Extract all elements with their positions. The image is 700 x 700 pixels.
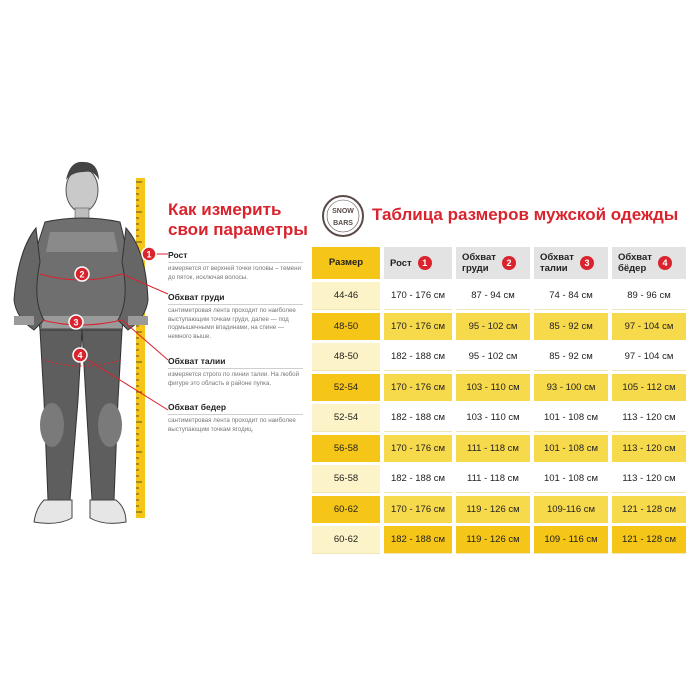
- table-row: [312, 496, 686, 523]
- measure-heading-line1: Как измерить: [168, 200, 282, 219]
- table-cell: 182 - 188 см: [384, 465, 452, 493]
- table-cell: 95 - 102 см: [456, 343, 530, 371]
- header-chest: Обхват груди 2: [456, 247, 530, 279]
- table-cell: 121 - 128 см: [612, 496, 686, 523]
- svg-text:2: 2: [79, 269, 85, 280]
- table-row: [312, 404, 686, 432]
- note-chest-text: сантиметровая лента проходит по наиболее выступающим точкам груди, далее — под подмышечными впадинами, на спине — немного выше.: [168, 307, 296, 340]
- table-cell: 85 - 92 см: [534, 313, 608, 340]
- table-cell: 111 - 118 см: [456, 465, 530, 493]
- table-cell: 60-62: [312, 526, 380, 554]
- note-height-title: Рост: [168, 250, 303, 263]
- table-row: [312, 282, 686, 310]
- table-cell: 170 - 176 см: [384, 374, 452, 401]
- header-height: Рост 1: [384, 247, 452, 279]
- table-title: Таблица размеров мужской одежды: [372, 205, 679, 224]
- table-cell: 103 - 110 см: [456, 404, 530, 432]
- table-cell: 93 - 100 см: [534, 374, 608, 401]
- table-cell: 109-116 см: [534, 496, 608, 523]
- note-hips-text: сантиметровая лента проходит по наиболее выступающим точкам ягодиц.: [168, 417, 296, 433]
- table-cell: 95 - 102 см: [456, 313, 530, 340]
- logo-line2: BARS: [333, 220, 353, 227]
- figure-head: [66, 162, 99, 220]
- table-cell: 44-46: [312, 282, 380, 310]
- table-cell: 56-58: [312, 465, 380, 493]
- note-chest-title: Обхват груди: [168, 292, 303, 305]
- header-hips: Обхват бёдер 4: [612, 247, 686, 279]
- note-waist-text: измеряется строго по линии талии. На любой фигуре это область в районе пупка.: [168, 371, 300, 387]
- table-cell: 182 - 188 см: [384, 404, 452, 432]
- table-cell: 109 - 116 см: [534, 526, 608, 554]
- table-row: [312, 435, 686, 462]
- figure-shoes: [34, 500, 126, 523]
- table-cell: 111 - 118 см: [456, 435, 530, 462]
- table-row: [312, 343, 686, 371]
- table-cell: 87 - 94 см: [456, 282, 530, 310]
- table-cell: 170 - 176 см: [384, 282, 452, 310]
- table-cell: 48-50: [312, 313, 380, 340]
- note-height-text: измеряется от верхней точки головы – темени до пяток, исключая волосы.: [168, 265, 301, 281]
- table-cell: 182 - 188 см: [384, 526, 452, 554]
- table-cell: 52-54: [312, 374, 380, 401]
- table-cell: 56-58: [312, 435, 380, 462]
- measure-heading-line2: свои параметры: [168, 220, 308, 239]
- table-row: [312, 526, 686, 554]
- table-cell: 170 - 176 см: [384, 313, 452, 340]
- table-cell: 119 - 126 см: [456, 496, 530, 523]
- table-cell: 105 - 112 см: [612, 374, 686, 401]
- table-cell: 89 - 96 см: [612, 282, 686, 310]
- table-cell: 97 - 104 см: [612, 313, 686, 340]
- logo-line1: SNOW: [332, 208, 354, 215]
- table-cell: 52-54: [312, 404, 380, 432]
- table-cell: 85 - 92 см: [534, 343, 608, 371]
- table-row: [312, 313, 686, 340]
- table-cell: 97 - 104 см: [612, 343, 686, 371]
- table-cell: 182 - 188 см: [384, 343, 452, 371]
- header-size: Размер: [312, 247, 380, 279]
- table-row: [312, 465, 686, 493]
- note-hips: [168, 402, 303, 434]
- svg-text:3: 3: [73, 317, 79, 328]
- measure-heading: [168, 200, 318, 240]
- height-ruler: [136, 178, 145, 518]
- note-waist-title: Обхват талии: [168, 356, 303, 369]
- table-cell: 113 - 120 см: [612, 465, 686, 493]
- snow-bars-logo: [321, 194, 365, 238]
- table-cell: 103 - 110 см: [456, 374, 530, 401]
- table-cell: 121 - 128 см: [612, 526, 686, 554]
- svg-text:1: 1: [146, 249, 152, 260]
- header-waist: Обхват талии 3: [534, 247, 608, 279]
- size-table: [308, 244, 690, 557]
- table-cell: 101 - 108 см: [534, 465, 608, 493]
- table-row: [312, 374, 686, 401]
- svg-text:4: 4: [77, 350, 83, 361]
- note-waist: [168, 356, 303, 388]
- man-figure-illustration: [0, 0, 310, 700]
- table-cell: 119 - 126 см: [456, 526, 530, 554]
- table-cell: 101 - 108 см: [534, 404, 608, 432]
- note-chest: [168, 292, 303, 341]
- table-cell: 113 - 120 см: [612, 404, 686, 432]
- table-cell: 170 - 176 см: [384, 496, 452, 523]
- table-cell: 170 - 176 см: [384, 435, 452, 462]
- table-cell: 60-62: [312, 496, 380, 523]
- table-cell: 113 - 120 см: [612, 435, 686, 462]
- table-header-row: [312, 247, 686, 279]
- note-hips-title: Обхват бедер: [168, 402, 303, 415]
- table-cell: 48-50: [312, 343, 380, 371]
- note-height: [168, 250, 303, 282]
- table-cell: 74 - 84 см: [534, 282, 608, 310]
- table-cell: 101 - 108 см: [534, 435, 608, 462]
